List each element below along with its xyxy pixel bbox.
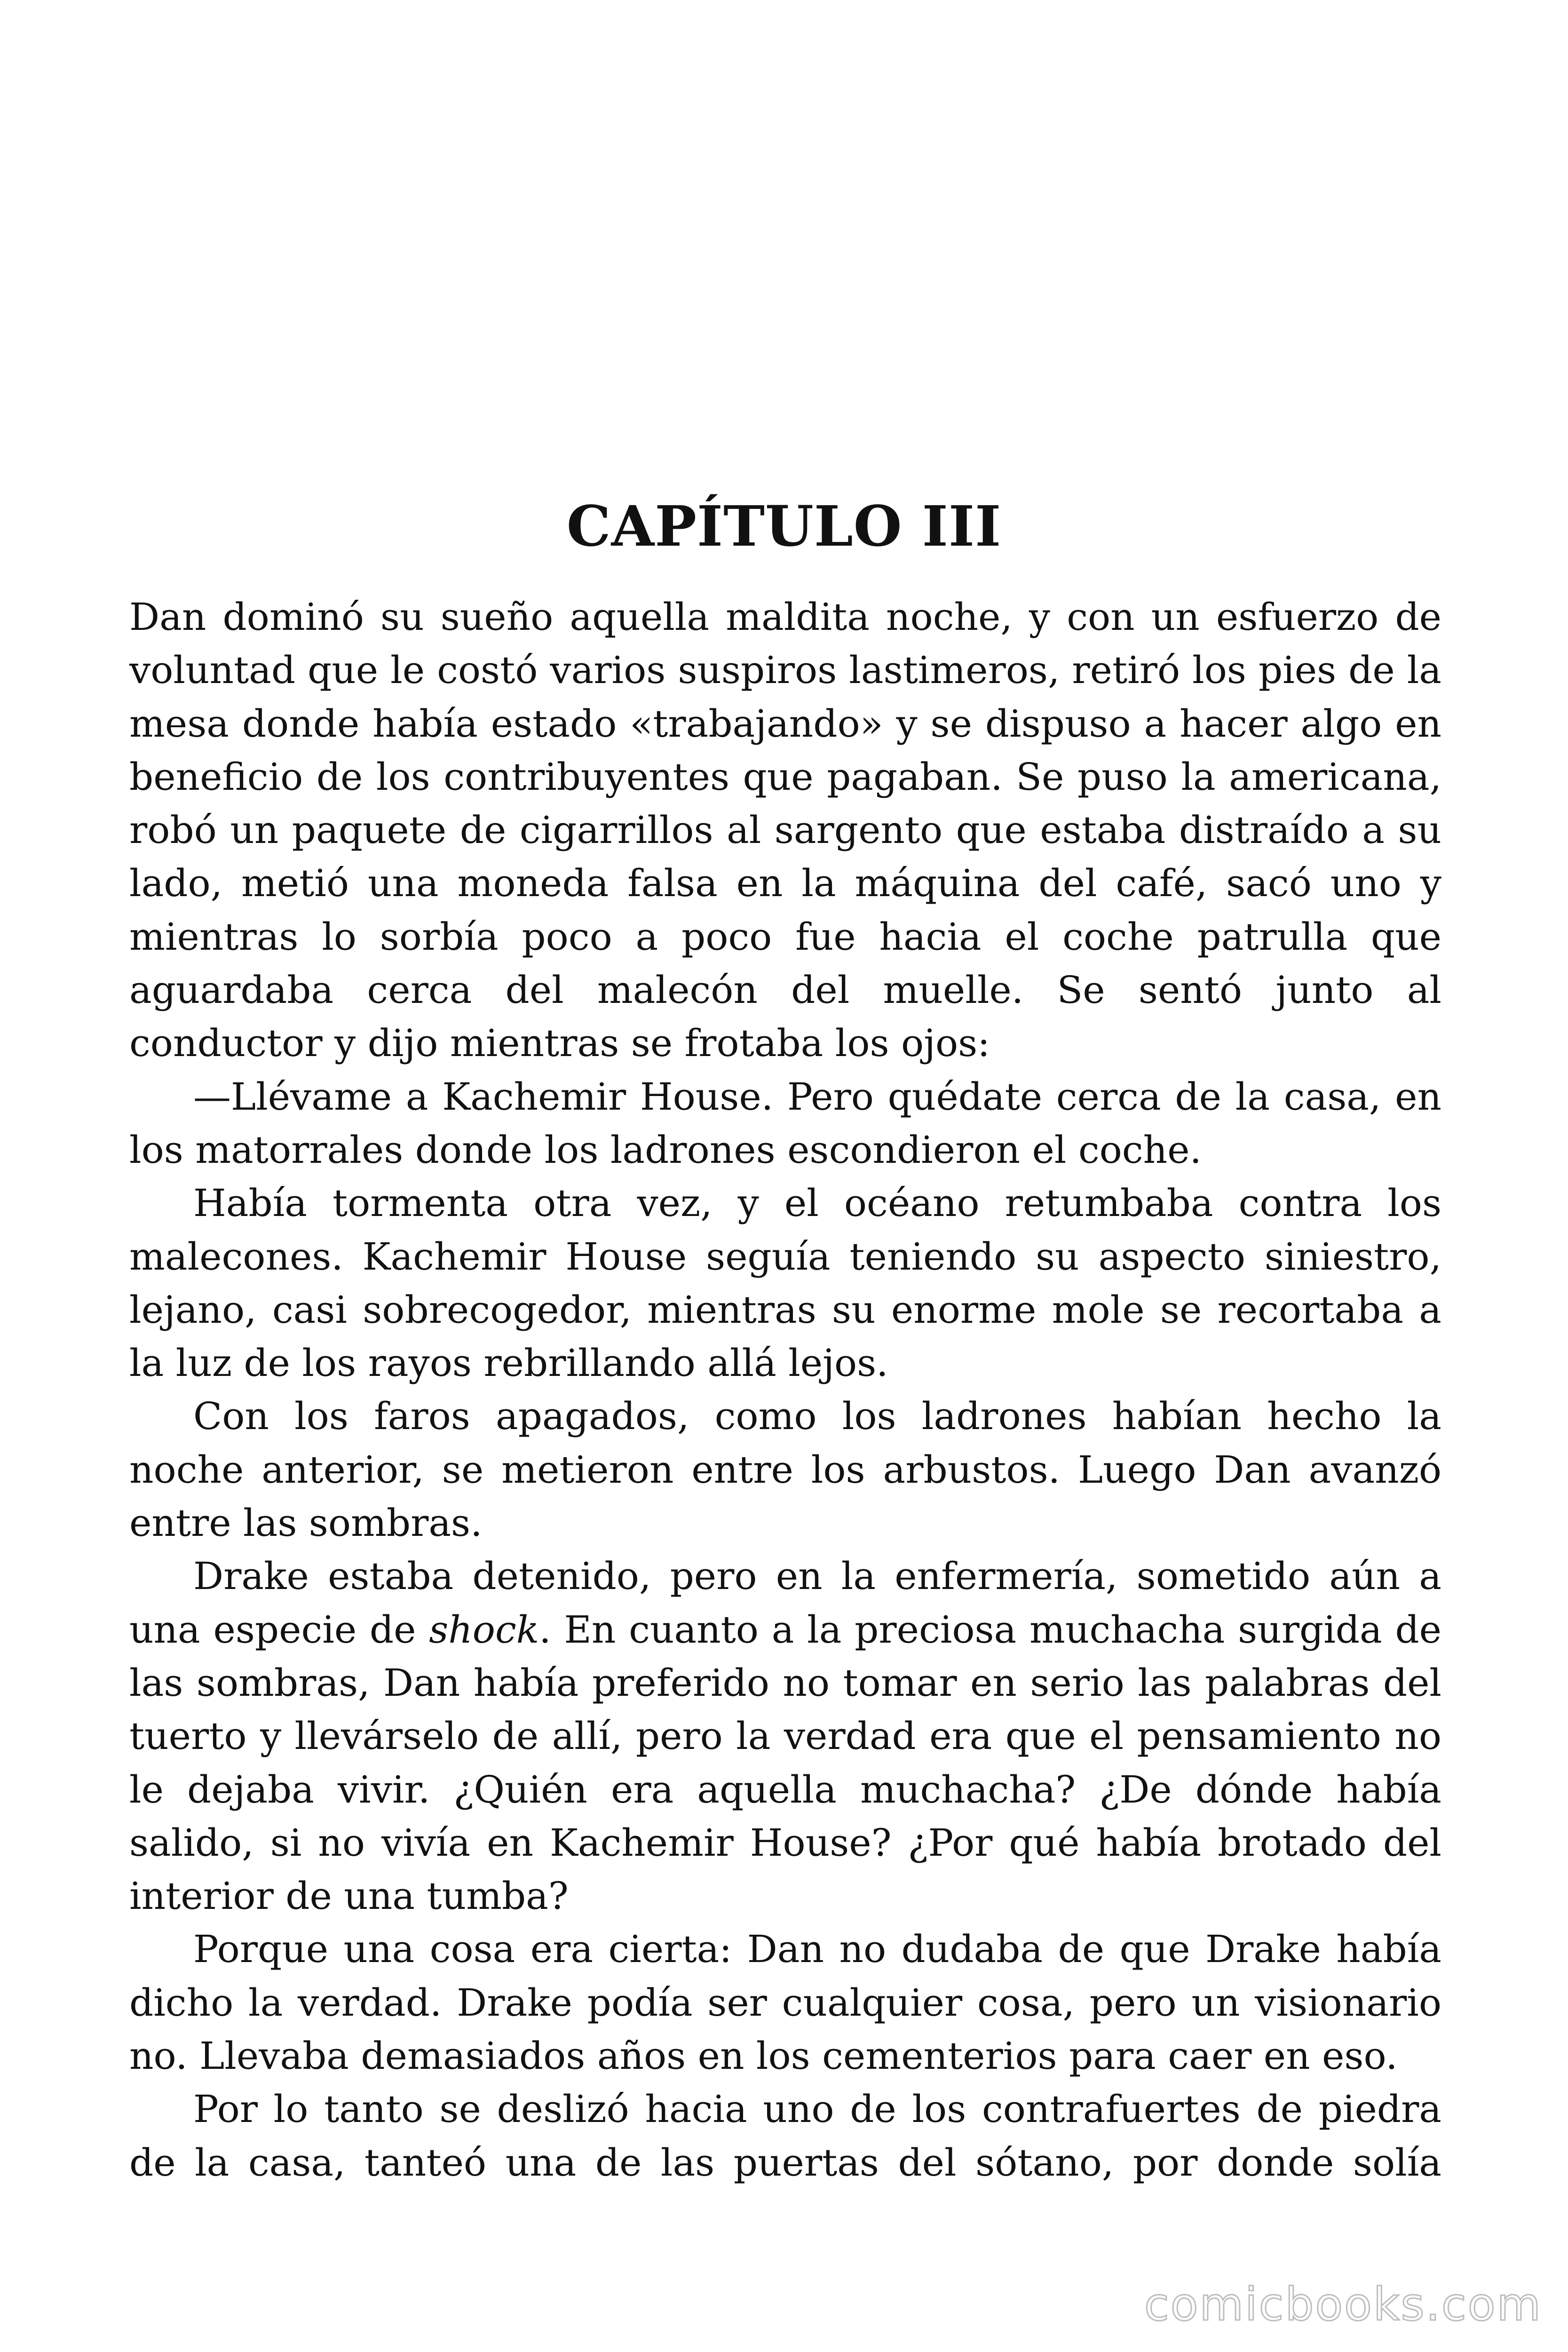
paragraph-7: Por lo tanto se deslizó hacia uno de los contrafuertes de piedra de la casa, tanteó una de las puertas del sótano, por donde solía bbox=[129, 2087, 1441, 2185]
watermark: comicbooks.com bbox=[1144, 2278, 1542, 2331]
paragraph-5 bbox=[129, 1549, 1441, 1923]
paragraph-1: Dan dominó su sueño aquella maldita noche, y con un esfuerzo de voluntad que le costó varios suspiros lastimeros, retiró los pies de la mesa donde había estado «trabajando» y se dispuso a hacer algo en beneficio de los contribuyentes que pagaban. Se puso la americana, robó un paquete de cigarrillos al sargento que estaba distraído a su lado, metió una moneda falsa en la máquina del café, sacó uno y mientras lo sorbía poco a poco fue hacia el coche patrulla que aguardaba cerca del malecón del muelle. Se sentó junto al conductor y dijo mientras se frotaba los ojos: bbox=[129, 595, 1441, 1065]
paragraph-5-emphasis: shock bbox=[429, 1607, 539, 1652]
paragraph-2: —Llévame a Kachemir House. Pero quédate cerca de la casa, en los matorrales donde los ladrones escondieron el coche. bbox=[129, 1074, 1441, 1172]
paragraph-4: Con los faros apagados, como los ladrones habían hecho la noche anterior, se metieron entre los arbustos. Luego Dan avanzó entre las sombras. bbox=[129, 1394, 1441, 1545]
paragraph-5-end: . En cuanto a la preciosa muchacha surgida de las sombras, Dan había preferido no tomar en serio las palabras del tuerto y llevárselo de allí, pero la verdad era que el pensamiento no le dejaba vivir. ¿Quién era aquella muchacha? ¿De dónde había salido, si no vivía en Kachemir House? ¿Por qué había brotado del interior de una tumba? bbox=[129, 1607, 1441, 1918]
chapter-body bbox=[129, 590, 1441, 2189]
chapter-title: CAPÍTULO III bbox=[566, 493, 1002, 559]
paragraph-5-start: Drake estaba detenido, pero en la enfermería, sometido aún a una especie de bbox=[129, 1554, 1441, 1652]
paragraph-3: Había tormenta otra vez, y el océano retumbaba contra los malecones. Kachemir House seguía teniendo su aspecto siniestro, lejano, casi sobrecogedor, mientras su enorme mole se recortaba a la luz de los rayos rebrillando allá lejos. bbox=[129, 1181, 1441, 1385]
paragraph-6: Porque una cosa era cierta: Dan no dudaba de que Drake había dicho la verdad. Drake podía ser cualquier cosa, pero un visionario no. Llevaba demasiados años en los cementerios para caer en eso. bbox=[129, 1927, 1441, 2078]
